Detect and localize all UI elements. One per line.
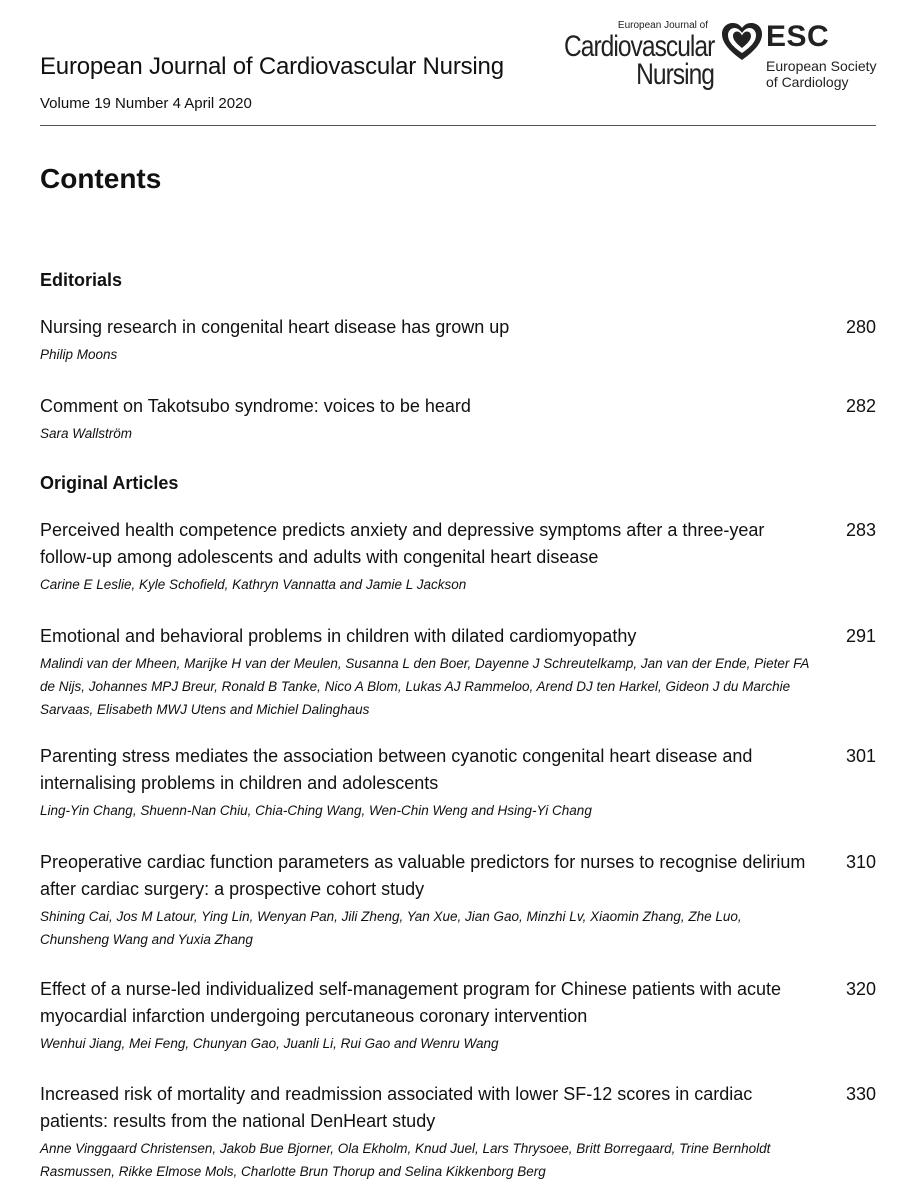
article-authors: Carine E Leslie, Kyle Schofield, Kathryn Vannatta and Jamie L Jackson xyxy=(40,577,467,592)
journal-logo-small-text: European Journal of xyxy=(617,20,708,31)
toc-entry[interactable] xyxy=(40,517,876,596)
article-authors: Malindi van der Mheen, Marijke H van der Meulen, Susanna L den Boer, Dayenne J Schreutelkamp, Jan van der Ende, Pieter FA de Nijs, Johannes MPJ Breur, Ronald B Tanke, Nico A Blom, Lukas AJ Rammeloo, Arend DJ ten Harkel, Gideon J du Marchie Sarvaas, Elisabeth MWJ Utens and Michiel Dalinghaus xyxy=(40,656,809,717)
page-number: 280 xyxy=(845,317,876,337)
article-title[interactable]: Effect of a nurse-led individualized self-management program for Chinese patients with acute myocardial infarction undergoing percutaneous coronary intervention xyxy=(40,979,782,1026)
page-number: 282 xyxy=(845,396,876,416)
article-authors: Shining Cai, Jos M Latour, Ying Lin, Wenyan Pan, Jili Zheng, Yan Xue, Jian Gao, Minzhi Lv, Xiaomin Zhang, Zhe Luo, Chunsheng Wang and Yuxia Zhang xyxy=(40,909,742,947)
journal-title: European Journal of Cardiovascular Nursing xyxy=(40,53,504,80)
toc-entry[interactable] xyxy=(40,743,876,822)
article-title[interactable]: Parenting stress mediates the association between cyanotic congenital heart disease and internalising problems in children and adolescents xyxy=(40,746,753,793)
toc-entry[interactable] xyxy=(40,623,876,721)
page-number: 291 xyxy=(845,626,876,646)
toc-entry[interactable] xyxy=(40,1081,876,1183)
page-number: 301 xyxy=(845,746,876,766)
article-authors: Ling-Yin Chang, Shuenn-Nan Chiu, Chia-Ching Wang, Wen-Chin Weng and Hsing-Yi Chang xyxy=(40,803,592,818)
toc-entry[interactable] xyxy=(40,976,876,1055)
article-title[interactable]: Emotional and behavioral problems in children with dilated cardiomyopathy xyxy=(40,626,637,646)
page-number: 310 xyxy=(845,852,876,872)
volume-issue-date: Volume 19 Number 4 April 2020 xyxy=(40,95,252,112)
article-title[interactable]: Increased risk of mortality and readmission associated with lower SF-12 scores in cardiac patients: results from the national DenHeart study xyxy=(40,1084,753,1131)
page-number: 330 xyxy=(845,1084,876,1104)
toc-entry[interactable] xyxy=(40,314,876,366)
article-title[interactable]: Perceived health competence predicts anxiety and depressive symptoms after a three-year follow-up among adolescents and adults with congenital heart disease xyxy=(40,520,765,567)
article-title[interactable]: Comment on Takotsubo syndrome: voices to be heard xyxy=(40,396,471,416)
article-authors: Wenhui Jiang, Mei Feng, Chunyan Gao, Juanli Li, Rui Gao and Wenru Wang xyxy=(40,1036,499,1051)
page-title: Contents xyxy=(40,163,162,194)
journal-logo-line2: Nursing xyxy=(636,58,714,91)
journal-logo xyxy=(538,20,714,94)
esc-subtitle-line1: European Society xyxy=(766,58,877,74)
section-heading-original-articles: Original Articles xyxy=(40,473,179,493)
article-authors: Philip Moons xyxy=(40,347,118,362)
article-authors: Sara Wallström xyxy=(40,426,133,441)
section-heading-editorials: Editorials xyxy=(40,270,123,290)
journal-logo-line1: Cardiovascular xyxy=(563,30,714,63)
toc-entry[interactable] xyxy=(40,393,876,445)
article-title[interactable]: Nursing research in congenital heart disease has grown up xyxy=(40,317,510,337)
article-authors: Anne Vinggaard Christensen, Jakob Bue Bjorner, Ola Ekholm, Knud Juel, Lars Thrysoee, Britt Borregaard, Trine Bernholdt Rasmussen, Rikke Elmose Mols, Charlotte Brun Thorup and Selina Kikkenborg Berg xyxy=(40,1141,771,1179)
page-number: 320 xyxy=(845,979,876,999)
esc-heart-logo-icon xyxy=(720,20,764,64)
header-divider xyxy=(40,125,876,126)
toc-entry[interactable] xyxy=(40,849,876,951)
page-number: 283 xyxy=(845,520,876,540)
page-header xyxy=(0,0,897,126)
esc-name: ESC xyxy=(766,20,830,53)
article-title[interactable]: Preoperative cardiac function parameters as valuable predictors for nurses to recognise delirium after cardiac surgery: a prospective cohort study xyxy=(40,852,806,899)
esc-subtitle-line2: of Cardiology xyxy=(766,74,849,90)
